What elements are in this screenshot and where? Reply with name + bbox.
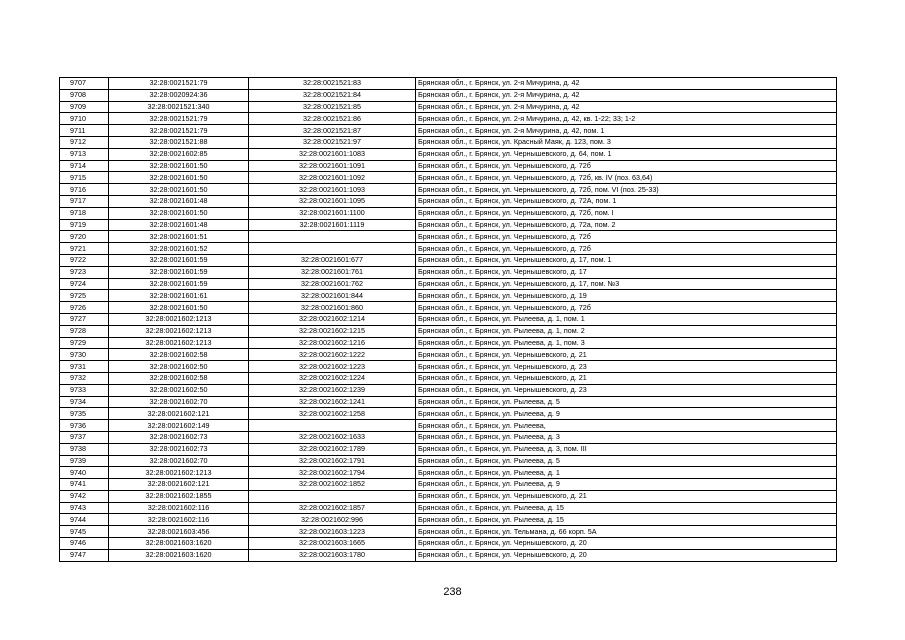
table-row [60,361,837,373]
address-cell: Брянская обл., г. Брянск, ул. Рылеева, д. 15 [416,514,837,526]
cadastral-number-cell: 32:28:0021521:88 [109,136,249,148]
cadastral-number-cell: 32:28:0020924:36 [109,89,249,101]
row-number-cell: 9714 [60,160,109,172]
row-number-cell: 9729 [60,337,109,349]
row-number-cell: 9724 [60,278,109,290]
cadastral-number-cell: 32:28:0021601:48 [109,219,249,231]
cadastral-number-cell: 32:28:0021602:1213 [109,313,249,325]
address-cell: Брянская обл., г. Брянск, ул. Рылеева, д. 9 [416,408,837,420]
cadastral-number-cell: 32:28:0021601:61 [109,290,249,302]
table-row [60,78,837,90]
cadastral-table [59,77,837,562]
table-row [60,195,837,207]
row-number-cell: 9731 [60,361,109,373]
row-number-cell: 9746 [60,538,109,550]
object-cadastral-number-cell: 32:28:0021603:1665 [249,538,416,550]
row-number-cell: 9736 [60,420,109,432]
table-row [60,396,837,408]
table-row [60,502,837,514]
table-row [60,467,837,479]
row-number-cell: 9747 [60,549,109,561]
object-cadastral-number-cell [249,243,416,255]
object-cadastral-number-cell: 32:28:0021603:1223 [249,526,416,538]
cadastral-number-cell: 32:28:0021601:48 [109,195,249,207]
row-number-cell: 9723 [60,266,109,278]
row-number-cell: 9717 [60,195,109,207]
address-cell: Брянская обл., г. Брянск, ул. Чернышевского, д. 72а, пом. 2 [416,219,837,231]
address-cell: Брянская обл., г. Брянск, ул. Рылеева, д. 3, пом. III [416,443,837,455]
cadastral-number-cell: 32:28:0021601:59 [109,266,249,278]
row-number-cell: 9713 [60,148,109,160]
cadastral-number-cell: 32:28:0021602:116 [109,502,249,514]
object-cadastral-number-cell: 32:28:0021602:1852 [249,479,416,491]
cadastral-number-cell: 32:28:0021602:1855 [109,490,249,502]
cadastral-number-cell: 32:28:0021602:1213 [109,325,249,337]
row-number-cell: 9735 [60,408,109,420]
table-row [60,207,837,219]
row-number-cell: 9715 [60,172,109,184]
cadastral-number-cell: 32:28:0021603:1620 [109,538,249,550]
address-cell: Брянская обл., г. Брянск, ул. Чернышевского, д. 72б [416,243,837,255]
row-number-cell: 9734 [60,396,109,408]
address-cell: Брянская обл., г. Брянск, ул. 2-я Мичурина, д. 42 [416,89,837,101]
cadastral-number-cell: 32:28:0021601:50 [109,160,249,172]
table-row [60,443,837,455]
object-cadastral-number-cell: 32:28:0021601:762 [249,278,416,290]
object-cadastral-number-cell: 32:28:0021603:1780 [249,549,416,561]
cadastral-number-cell: 32:28:0021602:85 [109,148,249,160]
address-cell: Брянская обл., г. Брянск, ул. 2-я Мичурина, д. 42 [416,101,837,113]
cadastral-number-cell: 32:28:0021602:50 [109,384,249,396]
address-cell: Брянская обл., г. Брянск, ул. Чернышевского, д. 72б [416,160,837,172]
table-row [60,302,837,314]
address-cell: Брянская обл., г. Брянск, ул. Рылеева, д. 1 [416,467,837,479]
address-cell: Брянская обл., г. Брянск, ул. Чернышевского, д. 72б [416,231,837,243]
table-row [60,455,837,467]
address-cell: Брянская обл., г. Брянск, ул. Чернышевского, д. 23 [416,384,837,396]
table-row [60,219,837,231]
table-row [60,372,837,384]
object-cadastral-number-cell: 32:28:0021521:84 [249,89,416,101]
table-row [60,101,837,113]
table-row [60,125,837,137]
object-cadastral-number-cell: 32:28:0021602:996 [249,514,416,526]
object-cadastral-number-cell: 32:28:0021602:1789 [249,443,416,455]
row-number-cell: 9716 [60,184,109,196]
table-row [60,113,837,125]
cadastral-number-cell: 32:28:0021602:1213 [109,337,249,349]
address-cell: Брянская обл., г. Брянск, ул. Чернышевского, д. 17, пом. 1 [416,254,837,266]
table-row [60,266,837,278]
address-cell: Брянская обл., г. Брянск, ул. Рылеева, д. 15 [416,502,837,514]
cadastral-number-cell: 32:28:0021601:51 [109,231,249,243]
address-cell: Брянская обл., г. Брянск, ул. Чернышевского, д. 20 [416,538,837,550]
cadastral-number-cell: 32:28:0021602:121 [109,479,249,491]
table-row [60,172,837,184]
row-number-cell: 9722 [60,254,109,266]
row-number-cell: 9744 [60,514,109,526]
table-row [60,420,837,432]
object-cadastral-number-cell: 32:28:0021602:1794 [249,467,416,479]
row-number-cell: 9738 [60,443,109,455]
address-cell: Брянская обл., г. Брянск, ул. Чернышевского, д. 21 [416,490,837,502]
address-cell: Брянская обл., г. Брянск, ул. Тельмана, д. 66 корп. 5А [416,526,837,538]
table-row [60,408,837,420]
cadastral-number-cell: 32:28:0021521:79 [109,125,249,137]
address-cell: Брянская обл., г. Брянск, ул. Чернышевского, д. 21 [416,349,837,361]
address-cell: Брянская обл., г. Брянск, ул. Рылеева, д. 1, пом. 3 [416,337,837,349]
object-cadastral-number-cell: 32:28:0021601:1092 [249,172,416,184]
table-row [60,254,837,266]
cadastral-number-cell: 32:28:0021602:116 [109,514,249,526]
row-number-cell: 9743 [60,502,109,514]
object-cadastral-number-cell: 32:28:0021521:87 [249,125,416,137]
table-row [60,278,837,290]
object-cadastral-number-cell: 32:28:0021601:1119 [249,219,416,231]
object-cadastral-number-cell: 32:28:0021521:97 [249,136,416,148]
address-cell: Брянская обл., г. Брянск, ул. Чернышевского, д. 19 [416,290,837,302]
address-cell: Брянская обл., г. Брянск, ул. Чернышевского, д. 72А, пом. 1 [416,195,837,207]
address-cell: Брянская обл., г. Брянск, ул. Чернышевского, д. 64, пом. 1 [416,148,837,160]
object-cadastral-number-cell [249,420,416,432]
row-number-cell: 9737 [60,431,109,443]
object-cadastral-number-cell: 32:28:0021601:860 [249,302,416,314]
table-row [60,231,837,243]
object-cadastral-number-cell: 32:28:0021602:1241 [249,396,416,408]
page-number: 238 [443,586,462,598]
address-cell: Брянская обл., г. Брянск, ул. Рылеева, [416,420,837,432]
object-cadastral-number-cell [249,490,416,502]
table-row [60,148,837,160]
row-number-cell: 9745 [60,526,109,538]
table-row [60,337,837,349]
object-cadastral-number-cell: 32:28:0021602:1222 [249,349,416,361]
table-row [60,549,837,561]
row-number-cell: 9733 [60,384,109,396]
row-number-cell: 9707 [60,78,109,90]
table-row [60,290,837,302]
object-cadastral-number-cell: 32:28:0021602:1857 [249,502,416,514]
address-cell: Брянская обл., г. Брянск, ул. Рылеева, д. 1, пом. 1 [416,313,837,325]
row-number-cell: 9710 [60,113,109,125]
table-row [60,384,837,396]
cadastral-number-cell: 32:28:0021602:73 [109,443,249,455]
address-cell: Брянская обл., г. Брянск, ул. Чернышевского, д. 72б, пом. VI (поз. 25-33) [416,184,837,196]
object-cadastral-number-cell: 32:28:0021521:83 [249,78,416,90]
object-cadastral-number-cell: 32:28:0021601:844 [249,290,416,302]
cadastral-number-cell: 32:28:0021602:50 [109,361,249,373]
address-cell: Брянская обл., г. Брянск, ул. Рылеева, д. 5 [416,455,837,467]
address-cell: Брянская обл., г. Брянск, ул. Рылеева, д. 5 [416,396,837,408]
row-number-cell: 9739 [60,455,109,467]
address-cell: Брянская обл., г. Брянск, ул. 2-я Мичурина, д. 42 [416,78,837,90]
object-cadastral-number-cell: 32:28:0021601:677 [249,254,416,266]
row-number-cell: 9728 [60,325,109,337]
cadastral-number-cell: 32:28:0021603:1620 [109,549,249,561]
address-cell: Брянская обл., г. Брянск, ул. Рылеева, д. 9 [416,479,837,491]
row-number-cell: 9732 [60,372,109,384]
address-cell: Брянская обл., г. Брянск, ул. Чернышевского, д. 72б, пом. I [416,207,837,219]
table-row [60,431,837,443]
cadastral-number-cell: 32:28:0021601:50 [109,184,249,196]
cadastral-number-cell: 32:28:0021601:50 [109,207,249,219]
table-row [60,89,837,101]
object-cadastral-number-cell: 32:28:0021601:761 [249,266,416,278]
address-cell: Брянская обл., г. Брянск, ул. Чернышевского, д. 72б [416,302,837,314]
object-cadastral-number-cell: 32:28:0021601:1095 [249,195,416,207]
table-row [60,349,837,361]
cadastral-number-cell: 32:28:0021521:79 [109,78,249,90]
object-cadastral-number-cell: 32:28:0021602:1633 [249,431,416,443]
table-row [60,313,837,325]
cadastral-number-cell: 32:28:0021521:340 [109,101,249,113]
row-number-cell: 9741 [60,479,109,491]
table-row [60,243,837,255]
cadastral-number-cell: 32:28:0021602:58 [109,372,249,384]
table-row [60,514,837,526]
object-cadastral-number-cell: 32:28:0021602:1791 [249,455,416,467]
table-row [60,325,837,337]
object-cadastral-number-cell: 32:28:0021521:86 [249,113,416,125]
cadastral-number-cell: 32:28:0021601:50 [109,302,249,314]
object-cadastral-number-cell [249,231,416,243]
address-cell: Брянская обл., г. Брянск, ул. Чернышевского, д. 17, пом. №3 [416,278,837,290]
cadastral-number-cell: 32:28:0021601:50 [109,172,249,184]
cadastral-number-cell: 32:28:0021601:59 [109,278,249,290]
row-number-cell: 9727 [60,313,109,325]
cadastral-number-cell: 32:28:0021602:121 [109,408,249,420]
row-number-cell: 9740 [60,467,109,479]
object-cadastral-number-cell: 32:28:0021602:1214 [249,313,416,325]
object-cadastral-number-cell: 32:28:0021601:1091 [249,160,416,172]
row-number-cell: 9709 [60,101,109,113]
object-cadastral-number-cell: 32:28:0021601:1083 [249,148,416,160]
address-cell: Брянская обл., г. Брянск, ул. Чернышевского, д. 23 [416,361,837,373]
row-number-cell: 9708 [60,89,109,101]
object-cadastral-number-cell: 32:28:0021521:85 [249,101,416,113]
address-cell: Брянская обл., г. Брянск, ул. Красный Маяк, д. 123, пом. 3 [416,136,837,148]
address-cell: Брянская обл., г. Брянск, ул. Рылеева, д. 1, пом. 2 [416,325,837,337]
object-cadastral-number-cell: 32:28:0021602:1258 [249,408,416,420]
address-cell: Брянская обл., г. Брянск, ул. Чернышевского, д. 17 [416,266,837,278]
object-cadastral-number-cell: 32:28:0021601:1100 [249,207,416,219]
object-cadastral-number-cell: 32:28:0021601:1093 [249,184,416,196]
table-row [60,538,837,550]
object-cadastral-number-cell: 32:28:0021602:1215 [249,325,416,337]
row-number-cell: 9725 [60,290,109,302]
row-number-cell: 9718 [60,207,109,219]
object-cadastral-number-cell: 32:28:0021602:1216 [249,337,416,349]
cadastral-number-cell: 32:28:0021602:149 [109,420,249,432]
address-cell: Брянская обл., г. Брянск, ул. Чернышевского, д. 72б, кв. IV (поз. 63,64) [416,172,837,184]
cadastral-number-cell: 32:28:0021602:73 [109,431,249,443]
row-number-cell: 9720 [60,231,109,243]
address-cell: Брянская обл., г. Брянск, ул. 2-я Мичурина, д. 42, пом. 1 [416,125,837,137]
row-number-cell: 9712 [60,136,109,148]
table-row [60,526,837,538]
table-body [60,78,837,562]
row-number-cell: 9721 [60,243,109,255]
row-number-cell: 9711 [60,125,109,137]
table-row [60,479,837,491]
object-cadastral-number-cell: 32:28:0021602:1223 [249,361,416,373]
row-number-cell: 9742 [60,490,109,502]
cadastral-number-cell: 32:28:0021601:52 [109,243,249,255]
address-cell: Брянская обл., г. Брянск, ул. Чернышевского, д. 20 [416,549,837,561]
address-cell: Брянская обл., г. Брянск, ул. Рылеева, д. 3 [416,431,837,443]
cadastral-number-cell: 32:28:0021521:79 [109,113,249,125]
row-number-cell: 9719 [60,219,109,231]
table-row [60,136,837,148]
row-number-cell: 9726 [60,302,109,314]
object-cadastral-number-cell: 32:28:0021602:1224 [249,372,416,384]
row-number-cell: 9730 [60,349,109,361]
object-cadastral-number-cell: 32:28:0021602:1239 [249,384,416,396]
table-row [60,184,837,196]
cadastral-number-cell: 32:28:0021602:70 [109,455,249,467]
address-cell: Брянская обл., г. Брянск, ул. Чернышевского, д. 21 [416,372,837,384]
cadastral-number-cell: 32:28:0021601:59 [109,254,249,266]
table-row [60,490,837,502]
table-row [60,160,837,172]
cadastral-number-cell: 32:28:0021603:456 [109,526,249,538]
cadastral-number-cell: 32:28:0021602:58 [109,349,249,361]
cadastral-number-cell: 32:28:0021602:70 [109,396,249,408]
address-cell: Брянская обл., г. Брянск, ул. 2-я Мичурина, д. 42, кв. 1-22; 33; 1-2 [416,113,837,125]
cadastral-number-cell: 32:28:0021602:1213 [109,467,249,479]
